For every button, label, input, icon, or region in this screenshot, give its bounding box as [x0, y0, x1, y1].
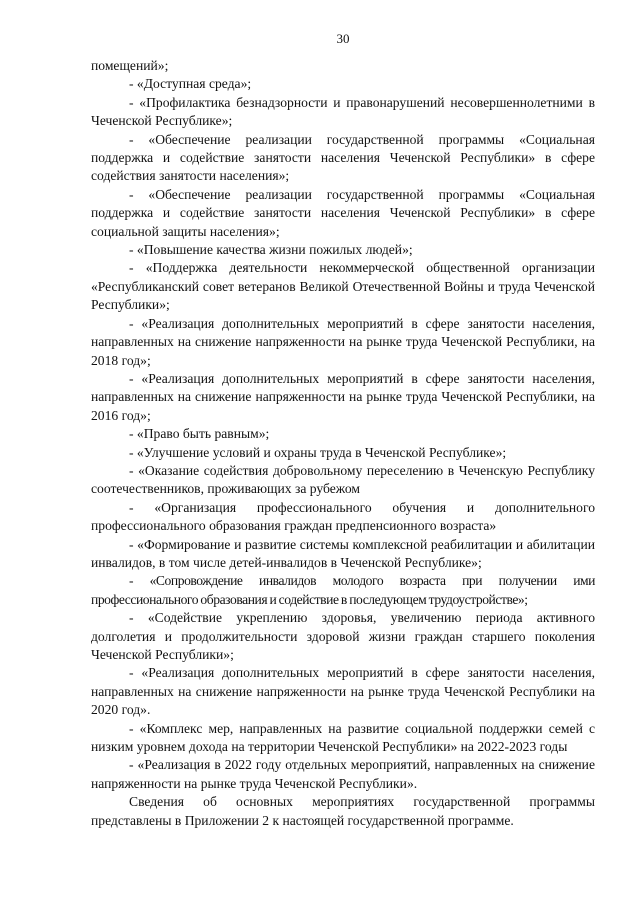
paragraph-7: - «Поддержка деятельности некоммерческой общественной организации «Республиканский совет ветеранов Великой Отечественной Войны и труда Чеченской Республики»; [91, 260, 595, 313]
paragraph-10: - «Право быть равным»; [129, 426, 270, 442]
paragraph-16: - «Содействие укреплению здоровья, увеличению периода активного долголетия и продолжительности здоровой жизни граждан старшего поколения Чеченской Республики»; [91, 610, 595, 662]
paragraph-17: - «Реализация дополнительных мероприятий в сфере занятости населения, направленных на снижение напряженности на рынке труда Чеченской Республики на 2020 год». [91, 665, 595, 718]
paragraph-2: - «Доступная среда»; [129, 76, 252, 92]
paragraph-1: помещений»; [91, 58, 169, 73]
document-body [91, 57, 595, 830]
paragraph-12: - «Оказание содействия добровольному переселению в Чеченскую Республику соотечественников, проживающих за рубежом [91, 462, 595, 497]
summary-paragraph: Сведения об основных мероприятиях государственной программы представлены в Приложении 2 к настоящей государственной программе. [91, 794, 595, 828]
paragraph-13: - «Организация профессионального обучения и дополнительного профессионального образования граждан предпенсионного возраста» [91, 499, 595, 534]
paragraph-8: - «Реализация дополнительных мероприятий в сфере занятости населения, направленных на снижение напряженности на рынке труда Чеченской Республики, на 2018 год»; [91, 315, 595, 368]
paragraph-15: - «Сопровождение инвалидов молодого возраста при получении ими профессионального образования и содействие в последующем трудоустройстве»; [91, 573, 595, 607]
paragraph-3: - «Профилактика безнадзорности и правонарушений несовершеннолетними в Чеченской Республике»; [91, 94, 595, 129]
paragraph-6: - «Повышение качества жизни пожилых людей»; [129, 242, 413, 258]
paragraph-4: - «Обеспечение реализации государственной программы «Социальная поддержка и содействие занятости населения Чеченской Республики» в сфере содействия занятости населения»; [91, 131, 595, 184]
paragraph-19: - «Реализация в 2022 году отдельных мероприятий, направленных на снижение напряженности на рынке труда Чеченской Республики». [91, 757, 595, 791]
paragraph-9: - «Реализация дополнительных мероприятий в сфере занятости населения, направленных на снижение напряженности на рынке труда Чеченской Республики, на 2016 год»; [91, 370, 595, 423]
paragraph-18: - «Комплекс мер, направленных на развитие социальной поддержки семей с низким уровнем дохода на территории Чеченской Республики» на 2022-2023 годы [91, 720, 595, 755]
paragraph-5: - «Обеспечение реализации государственной программы «Социальная поддержка и содействие занятости населения Чеченской Республики» в сфере социальной защиты населения»; [91, 186, 595, 239]
page-number: 30 [336, 31, 350, 46]
paragraph-11: - «Улучшение условий и охраны труда в Чеченской Республике»; [129, 444, 507, 460]
paragraph-14: - «Формирование и развитие системы комплексной реабилитации и абилитации инвалидов, в том числе детей-инвалидов в Чеченской Республике»; [91, 536, 595, 570]
